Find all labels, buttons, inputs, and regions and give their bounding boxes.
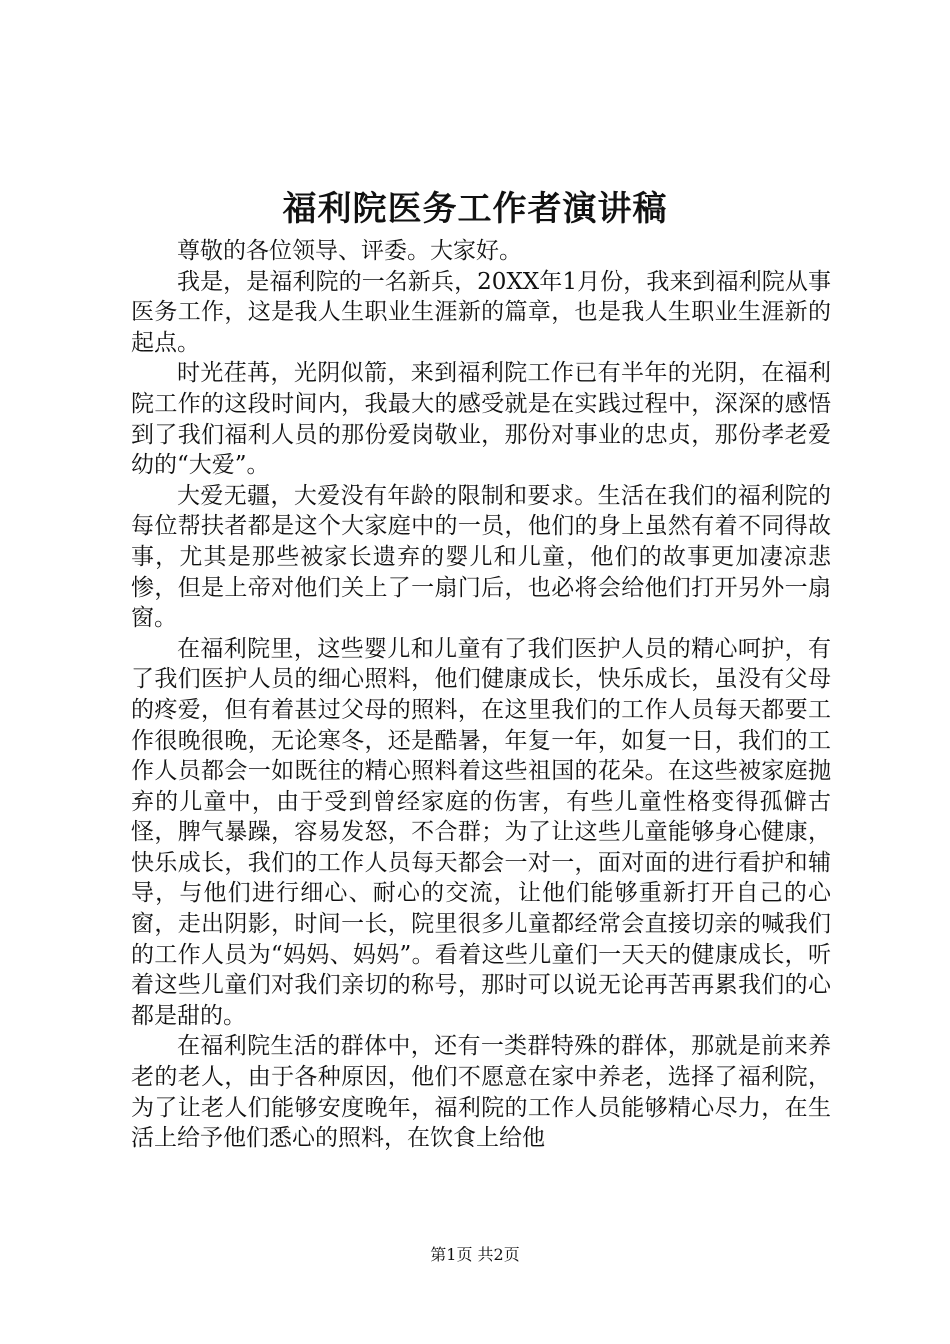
paragraph-experience: 时光荏苒，光阴似箭，来到福利院工作已有半年的光阴，在福利院工作的这段时间内，我最大的感受就是在实践过程中，深深的感悟到了我们福利人员的那份爱岗敬业，那份对事业的忠贞，那份孝老爱幼的“大爱”。 — [131, 360, 831, 479]
page-number-footer: 第1页 共2页 — [430, 1245, 520, 1264]
document-body — [131, 236, 831, 1154]
paragraph-introduction: 我是，是福利院的一名新兵，20XX年1月份，我来到福利院从事医务工作，这是我人生职业生涯新的篇章，也是我人生职业生涯新的起点。 — [131, 268, 831, 356]
document-title: 福利院医务工作者演讲稿 — [282, 189, 668, 229]
paragraph-great-love: 大爱无疆，大爱没有年龄的限制和要求。生活在我们的福利院的每位帮扶者都是这个大家庭中的一员，他们的身上虽然有着不同得故事，尤其是那些被家长遗弃的婴儿和儿童，他们的故事更加凄凉悲惨，但是上帝对他们关上了一扇门后，也必将会给他们打开另外一扇窗。 — [131, 482, 831, 632]
paragraph-elderly-care: 在福利院生活的群体中，还有一类群特殊的群体，那就是前来养老的老人，由于各种原因，他们不愿意在家中养老，选择了福利院，为了让老人们能够安度晚年，福利院的工作人员能够精心尽力，在生活上给予他们悉心的照料，在饮食上给他 — [131, 1033, 831, 1152]
paragraph-children-care: 在福利院里，这些婴儿和儿童有了我们医护人员的精心呵护，有了我们医护人员的细心照料，他们健康成长，快乐成长，虽没有父母的疼爱，但有着甚过父母的照料，在这里我们的工作人员每天都要工作很晚很晚，无论寒冬，还是酷暑，年复一年，如复一日，我们的工作人员都会一如既往的精心照料着这些祖国的花朵。在这些被家庭抛弃的儿童中，由于受到曾经家庭的伤害，有些儿童性格变得孤僻古怪，脾气暴躁，容易发怒，不合群；为了让这些儿童能够身心健康，快乐成长，我们的工作人员每天都会一对一，面对面的进行看护和辅导，与他们进行细心、耐心的交流，让他们能够重新打开自己的心窗，走出阴影，时间一长，院里很多儿童都经常会直接切亲的喊我们的工作人员为“妈妈、妈妈”。看着这些儿童们一天天的健康成长，听着这些儿童们对我们亲切的称号，那时可以说无论再苦再累我们的心都是甜的。 — [131, 635, 831, 1029]
paragraph-greeting: 尊敬的各位领导、评委。大家好。 — [177, 238, 522, 264]
